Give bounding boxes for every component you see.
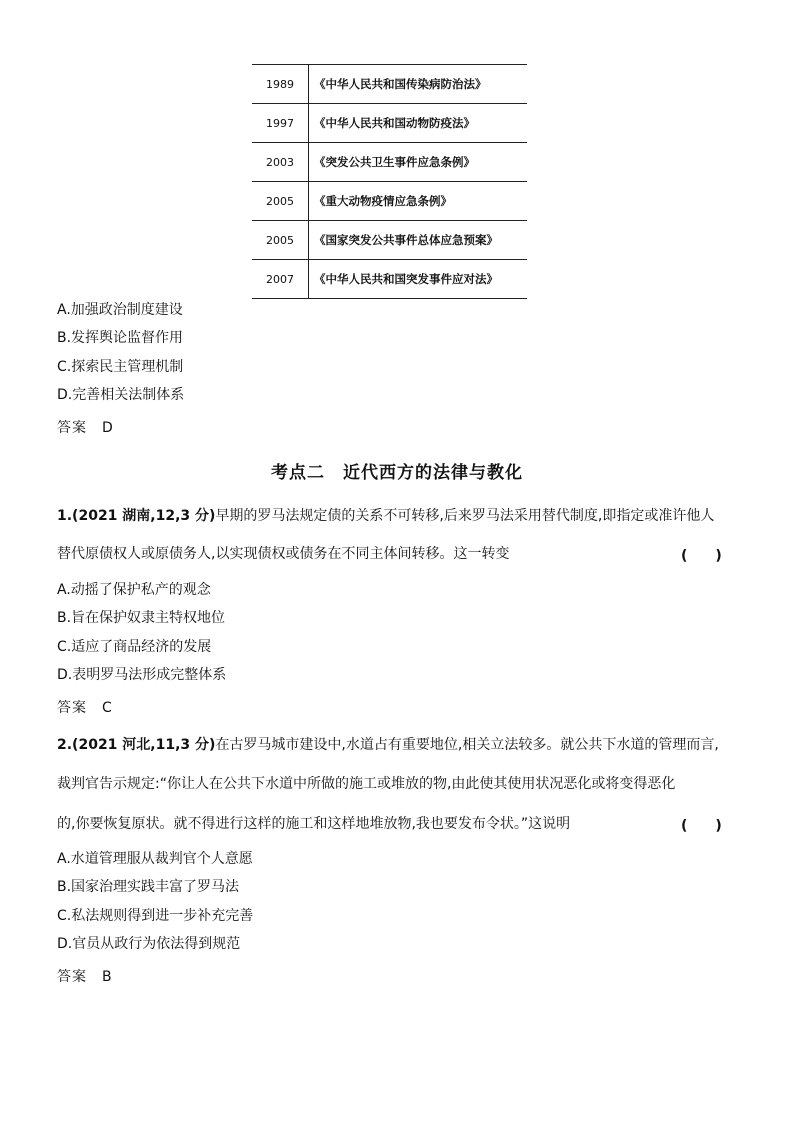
answer-blank: ( ) bbox=[681, 548, 722, 564]
option-a: A.动摇了保护私产的观念 bbox=[57, 582, 211, 598]
law-cell: 《中华人民共和国动物防疫法》 bbox=[309, 104, 528, 143]
question-number: 2.(2021 河北,11,3 分) bbox=[57, 737, 216, 753]
option-d: D.官员从政行为依法得到规范 bbox=[57, 936, 241, 952]
table-row bbox=[252, 221, 527, 260]
year-cell: 2005 bbox=[252, 221, 309, 260]
question-1-line-2: 替代原债权人或原债务人,以实现债权或债务在不同主体间转移。这一转变 bbox=[57, 546, 510, 562]
law-cell: 《重大动物疫情应急条例》 bbox=[309, 182, 528, 221]
option-a: A.加强政治制度建设 bbox=[57, 302, 183, 318]
table-row bbox=[252, 182, 527, 221]
table-row bbox=[252, 143, 527, 182]
option-b: B.国家治理实践丰富了罗马法 bbox=[57, 879, 240, 895]
option-d: D.完善相关法制体系 bbox=[57, 387, 185, 403]
law-cell: 《突发公共卫生事件应急条例》 bbox=[309, 143, 528, 182]
question-number: 1.(2021 湖南,12,3 分) bbox=[57, 508, 216, 524]
answer-blank: ( ) bbox=[681, 818, 722, 834]
year-cell: 2007 bbox=[252, 260, 309, 299]
question-text: 在古罗马城市建设中,水道占有重要地位,相关立法较多。就公共下水道的管理而言, bbox=[215, 737, 719, 753]
law-cell: 《中华人民共和国突发事件应对法》 bbox=[309, 260, 528, 299]
question-2-line-1 bbox=[57, 736, 719, 754]
option-c: C.探索民主管理机制 bbox=[57, 359, 184, 375]
option-c: C.适应了商品经济的发展 bbox=[57, 639, 212, 655]
question-2-line-2: 裁判官告示规定:“你让人在公共下水道中所做的施工或堆放的物,由此使其使用状况恶化或将变得恶化 bbox=[57, 776, 676, 792]
year-cell: 2005 bbox=[252, 182, 309, 221]
option-c: C.私法规则得到进一步补充完善 bbox=[57, 908, 254, 924]
table-row bbox=[252, 104, 527, 143]
question-1-line-1 bbox=[57, 507, 714, 525]
option-d: D.表明罗马法形成完整体系 bbox=[57, 667, 227, 683]
year-cell: 1997 bbox=[252, 104, 309, 143]
option-a: A.水道管理服从裁判官个人意愿 bbox=[57, 851, 253, 867]
table-row bbox=[252, 65, 527, 104]
law-cell: 《国家突发公共事件总体应急预案》 bbox=[309, 221, 528, 260]
law-timeline-table bbox=[252, 64, 527, 299]
year-cell: 2003 bbox=[252, 143, 309, 182]
option-b: B.发挥舆论监督作用 bbox=[57, 330, 184, 346]
answer-text: 答案 B bbox=[57, 969, 113, 985]
answer-text: 答案 C bbox=[57, 700, 113, 716]
option-b: B.旨在保护奴隶主特权地位 bbox=[57, 610, 226, 626]
table-row bbox=[252, 260, 527, 299]
question-text: 早期的罗马法规定债的关系不可转移,后来罗马法采用替代制度,即指定或准许他人 bbox=[215, 508, 715, 524]
law-cell: 《中华人民共和国传染病防治法》 bbox=[309, 65, 528, 104]
section-title: 考点二 近代西方的法律与教化 bbox=[271, 463, 523, 483]
year-cell: 1989 bbox=[252, 65, 309, 104]
question-2-line-3: 的,你要恢复原状。就不得进行这样的施工和这样地堆放物,我也要发布令状。”这说明 bbox=[57, 816, 571, 832]
answer-text: 答案 D bbox=[57, 420, 114, 436]
